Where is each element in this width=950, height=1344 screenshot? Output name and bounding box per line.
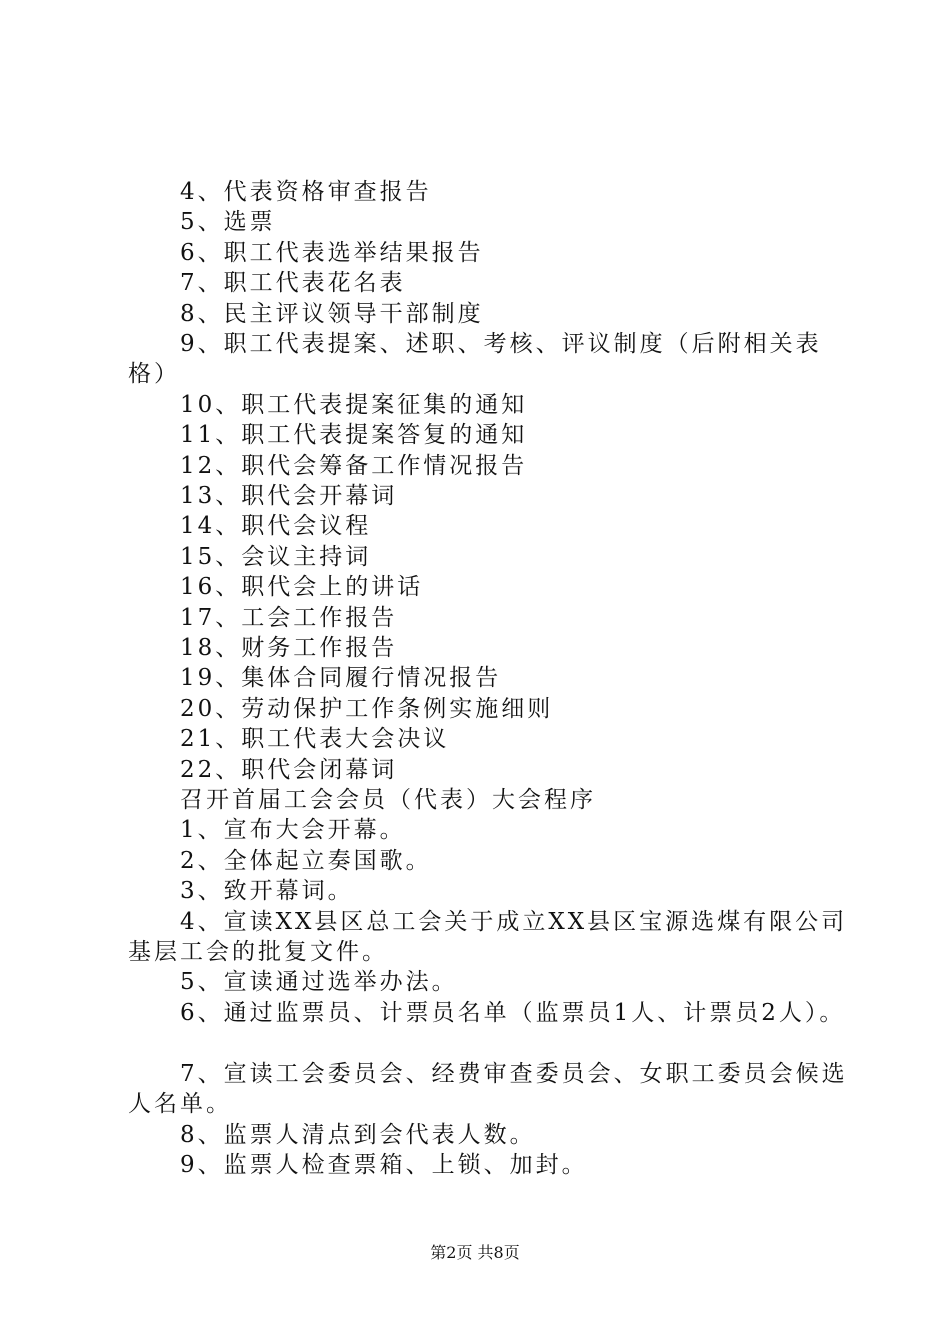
text-line: 8、民主评议领导干部制度 [128,301,484,327]
text-line: 8、监票人清点到会代表人数。 [128,1122,536,1148]
text-line: 15、会议主持词 [128,544,372,570]
text-line: 11、职工代表提案答复的通知 [128,422,528,448]
text-line: 7、职工代表花名表 [128,270,406,296]
text-line: 16、职代会上的讲话 [128,574,424,600]
text-line: 21、职工代表大会决议 [128,726,450,752]
text-line: 9、职工代表提案、述职、考核、评议制度（后附相关表 [128,331,822,357]
text-line: 10、职工代表提案征集的通知 [128,392,528,418]
text-line: 基层工会的批复文件。 [128,939,388,965]
section-heading: 召开首届工会会员（代表）大会程序 [128,787,596,813]
text-line: 人名单。 [128,1091,232,1117]
text-line: 5、宣读通过选举办法。 [128,969,458,995]
page-footer: 第2页 共8页 [430,1243,520,1262]
text-line: 格） [128,361,180,387]
text-line: 3、致开幕词。 [128,878,354,904]
text-line: 4、代表资格审查报告 [128,179,432,205]
text-line: 18、财务工作报告 [128,635,398,661]
text-line: 7、宣读工会委员会、经费审查委员会、女职工委员会候选 [128,1061,848,1087]
text-line: 20、劳动保护工作条例实施细则 [128,696,554,722]
text-line: 2、全体起立奏国歌。 [128,848,432,874]
text-line: 6、通过监票员、计票员名单（监票员1人、计票员2人）。 [128,1000,846,1026]
text-line: 19、集体合同履行情况报告 [128,665,502,691]
text-line: 14、职代会议程 [128,513,372,539]
text-line: 13、职代会开幕词 [128,483,398,509]
text-line: 5、选票 [128,209,276,235]
text-line: 6、职工代表选举结果报告 [128,240,484,266]
text-line: 1、宣布大会开幕。 [128,817,406,843]
text-line: 4、宣读XX县区总工会关于成立XX县区宝源选煤有限公司 [128,909,848,935]
text-line: 22、职代会闭幕词 [128,757,398,783]
text-line: 12、职代会筹备工作情况报告 [128,453,528,479]
text-line: 17、工会工作报告 [128,605,398,631]
text-line: 9、监票人检查票箱、上锁、加封。 [128,1152,588,1178]
